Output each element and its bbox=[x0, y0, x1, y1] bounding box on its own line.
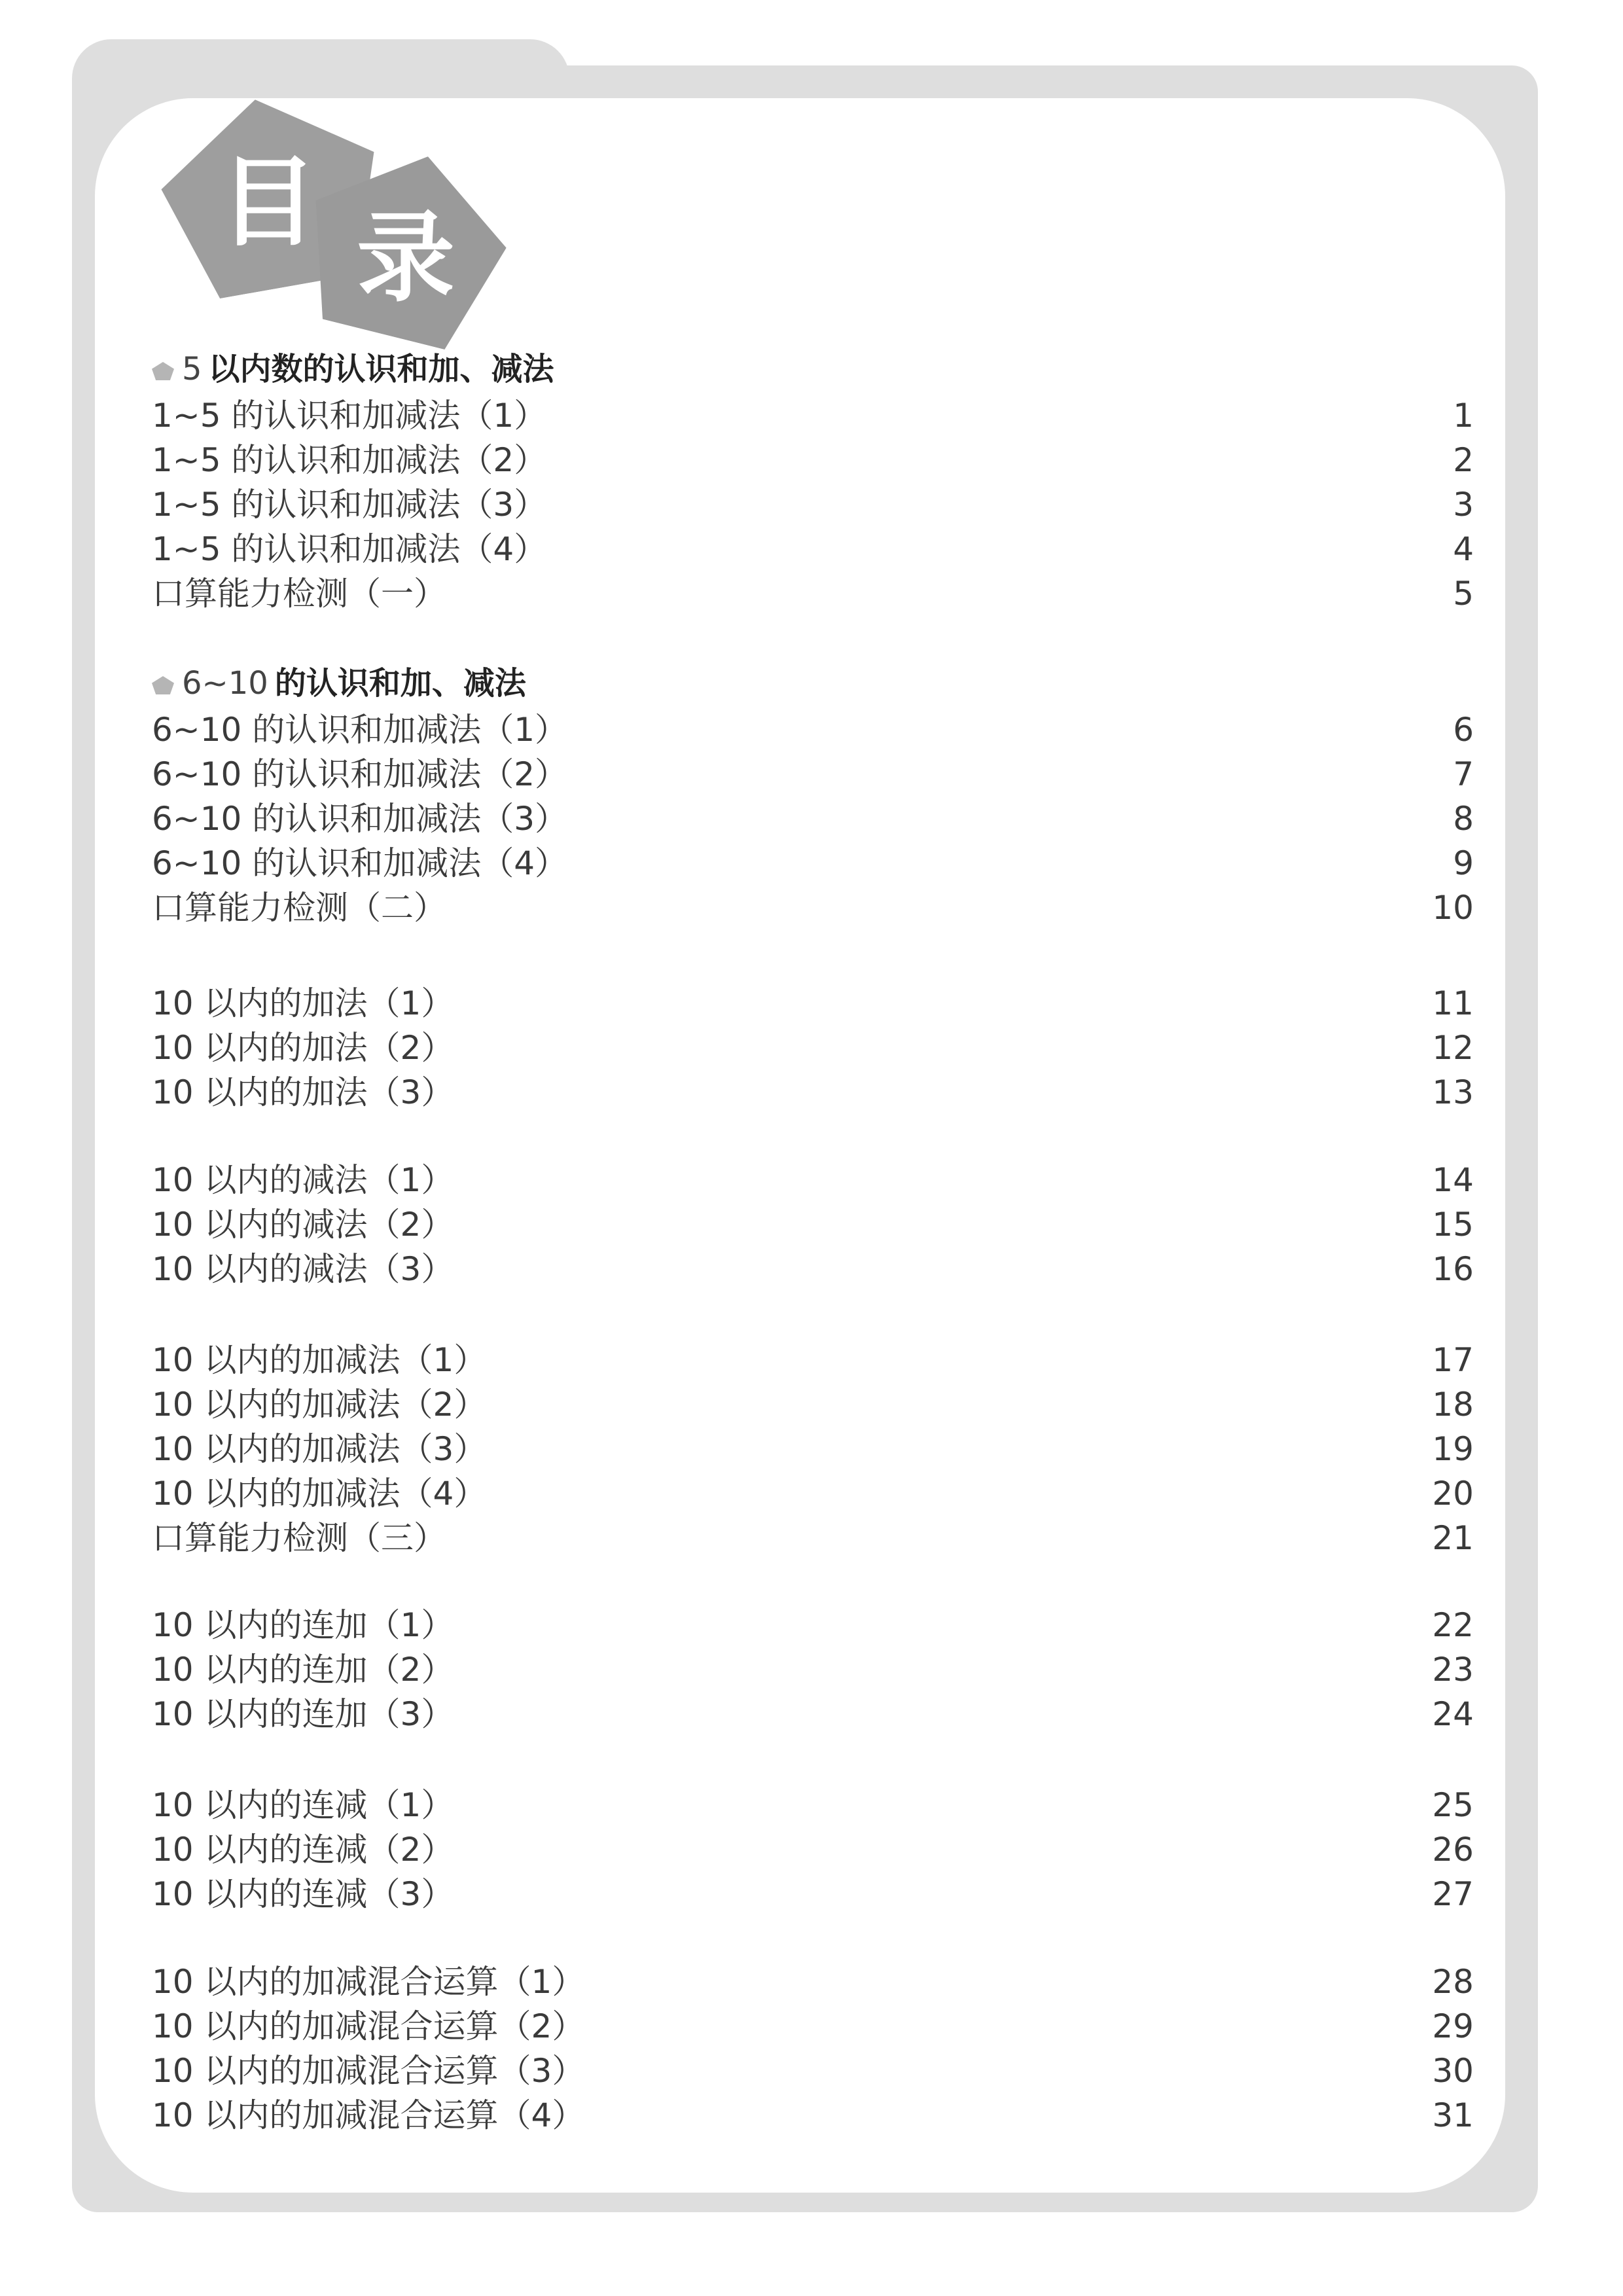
toc-leader-dots bbox=[469, 1203, 1420, 1246]
toc-entry[interactable] bbox=[152, 982, 1474, 1025]
section-heading-text: 以内数的认识和加、减法 bbox=[208, 351, 554, 387]
toc-page-number: 25 bbox=[1432, 1786, 1474, 1824]
toc-page-number: 20 bbox=[1432, 1475, 1474, 1513]
toc-entry-label: 10 以内的连加（1） bbox=[152, 1606, 454, 1644]
toc-entry-label: 10 以内的加减混合运算（4） bbox=[152, 2096, 585, 2134]
toc-entry[interactable] bbox=[152, 1383, 1474, 1426]
toc-page-number: 8 bbox=[1453, 800, 1474, 838]
toc-entry-label: 6~10 的认识和加减法（4） bbox=[152, 844, 568, 882]
toc-entry[interactable] bbox=[152, 1026, 1474, 1069]
toc-page-number: 15 bbox=[1432, 1206, 1474, 1244]
toc-page-number: 13 bbox=[1432, 1073, 1474, 1111]
toc-leader-dots bbox=[562, 483, 1423, 526]
toc-entry[interactable] bbox=[152, 1427, 1474, 1471]
toc-entry-label: 口算能力检测（一） bbox=[152, 575, 446, 613]
toc-page-number: 2 bbox=[1453, 441, 1474, 479]
toc-entry[interactable] bbox=[152, 1472, 1474, 1515]
toc-entry-label: 10 以内的加法（2） bbox=[152, 1029, 454, 1067]
toc-leader-dots bbox=[462, 1516, 1420, 1560]
toc-entry-label: 1~5 的认识和加减法（4） bbox=[152, 530, 547, 568]
toc-entry-label: 10 以内的连减（2） bbox=[152, 1831, 454, 1869]
toc-entry-label: 10 以内的减法（3） bbox=[152, 1250, 454, 1288]
toc-entry-label: 口算能力检测（二） bbox=[152, 889, 446, 927]
section-bullet-icon bbox=[152, 362, 174, 380]
toc-entry[interactable] bbox=[152, 2005, 1474, 2048]
toc-entry-label: 10 以内的加法（1） bbox=[152, 984, 454, 1022]
toc-entry[interactable] bbox=[152, 1247, 1474, 1291]
toc-page-number: 18 bbox=[1432, 1386, 1474, 1424]
toc-entry-label: 10 以内的连加（2） bbox=[152, 1651, 454, 1689]
toc-page-number: 11 bbox=[1432, 984, 1474, 1022]
toc-leader-dots bbox=[469, 1604, 1420, 1647]
toc-entry[interactable] bbox=[152, 528, 1474, 571]
toc-entry-label: 10 以内的加减法（4） bbox=[152, 1475, 487, 1513]
toc-leader-dots bbox=[583, 708, 1423, 751]
toc-entry-label: 10 以内的减法（1） bbox=[152, 1161, 454, 1199]
toc-leader-dots bbox=[502, 1383, 1420, 1426]
toc-leader-dots bbox=[583, 797, 1423, 840]
section-heading-number: 6~10 bbox=[182, 665, 268, 702]
toc-entry[interactable] bbox=[152, 1158, 1474, 1202]
toc-entry-label: 1~5 的认识和加减法（1） bbox=[152, 397, 547, 435]
toc-entry[interactable] bbox=[152, 1648, 1474, 1691]
toc-entry[interactable] bbox=[152, 1960, 1474, 2003]
toc-leader-dots bbox=[600, 2094, 1420, 2137]
toc-leader-dots bbox=[469, 1784, 1420, 1827]
toc-leader-dots bbox=[562, 394, 1423, 437]
toc-leader-dots bbox=[469, 1828, 1420, 1871]
toc-leader-dots bbox=[583, 753, 1423, 796]
toc-entry-label: 6~10 的认识和加减法（1） bbox=[152, 711, 568, 749]
section-heading bbox=[152, 664, 526, 703]
toc-entry[interactable] bbox=[152, 1693, 1474, 1736]
toc-entry[interactable] bbox=[152, 708, 1474, 751]
toc-leader-dots bbox=[600, 1960, 1420, 2003]
toc-entry[interactable] bbox=[152, 797, 1474, 840]
toc-page-number: 27 bbox=[1432, 1875, 1474, 1913]
toc-entry[interactable] bbox=[152, 1071, 1474, 1114]
toc-entry[interactable] bbox=[152, 1828, 1474, 1871]
toc-page-number: 30 bbox=[1432, 2052, 1474, 2090]
toc-leader-dots bbox=[600, 2005, 1420, 2048]
toc-entry[interactable] bbox=[152, 2049, 1474, 2092]
toc-page-number: 24 bbox=[1432, 1695, 1474, 1733]
toc-entry[interactable] bbox=[152, 394, 1474, 437]
toc-entry[interactable] bbox=[152, 1604, 1474, 1647]
toc-entry[interactable] bbox=[152, 2094, 1474, 2137]
toc-leader-dots bbox=[502, 1427, 1420, 1471]
toc-entry[interactable] bbox=[152, 483, 1474, 526]
section-heading-number: 5 bbox=[182, 351, 202, 387]
toc-page-number: 7 bbox=[1453, 755, 1474, 793]
toc-leader-dots bbox=[562, 528, 1423, 571]
toc-leader-dots bbox=[502, 1472, 1420, 1515]
toc-entry[interactable] bbox=[152, 886, 1474, 929]
toc-page-number: 28 bbox=[1432, 1963, 1474, 2001]
toc-entry[interactable] bbox=[152, 1516, 1474, 1560]
toc-entry-label: 10 以内的加减混合运算（3） bbox=[152, 2052, 585, 2090]
toc-entry-label: 10 以内的连减（3） bbox=[152, 1875, 454, 1913]
toc-page-number: 21 bbox=[1432, 1519, 1474, 1557]
section-bullet-icon bbox=[152, 676, 174, 694]
toc-page-number: 17 bbox=[1432, 1341, 1474, 1379]
toc-leader-dots bbox=[462, 572, 1423, 615]
toc-leader-dots bbox=[469, 1158, 1420, 1202]
toc-entry-label: 10 以内的加减混合运算（2） bbox=[152, 2007, 585, 2045]
toc-entry-label: 1~5 的认识和加减法（2） bbox=[152, 441, 547, 479]
toc-entry-label: 10 以内的连加（3） bbox=[152, 1695, 454, 1733]
toc-page-number: 29 bbox=[1432, 2007, 1474, 2045]
page-title-char-1: 目 bbox=[219, 146, 318, 260]
toc-leader-dots bbox=[469, 1873, 1420, 1916]
toc-page-number: 3 bbox=[1453, 486, 1474, 524]
section-heading-text: 的认识和加、减法 bbox=[274, 665, 526, 702]
toc-page-number: 1 bbox=[1453, 397, 1474, 435]
toc-entry-label: 10 以内的减法（2） bbox=[152, 1206, 454, 1244]
toc-leader-dots bbox=[469, 1071, 1420, 1114]
toc-page-number: 12 bbox=[1432, 1029, 1474, 1067]
toc-leader-dots bbox=[469, 1026, 1420, 1069]
page-title-char-2: 录 bbox=[357, 202, 455, 315]
toc-page-number: 22 bbox=[1432, 1606, 1474, 1644]
toc-leader-dots bbox=[600, 2049, 1420, 2092]
toc-entry-label: 6~10 的认识和加减法（2） bbox=[152, 755, 568, 793]
toc-entry[interactable] bbox=[152, 572, 1474, 615]
toc-page-number: 4 bbox=[1453, 530, 1474, 568]
toc-page-number: 14 bbox=[1432, 1161, 1474, 1199]
toc-leader-dots bbox=[469, 982, 1420, 1025]
toc-entry-label: 10 以内的加减混合运算（1） bbox=[152, 1963, 585, 2001]
section-heading bbox=[152, 350, 554, 389]
toc-entry-label: 1~5 的认识和加减法（3） bbox=[152, 486, 547, 524]
toc-entry[interactable] bbox=[152, 842, 1474, 885]
toc-leader-dots bbox=[462, 886, 1420, 929]
toc-page-number: 5 bbox=[1453, 575, 1474, 613]
toc-entry[interactable] bbox=[152, 1203, 1474, 1246]
toc-entry[interactable] bbox=[152, 1338, 1474, 1382]
toc-entry[interactable] bbox=[152, 753, 1474, 796]
toc-entry[interactable] bbox=[152, 1784, 1474, 1827]
toc-entry-label: 10 以内的连减（1） bbox=[152, 1786, 454, 1824]
toc-leader-dots bbox=[469, 1648, 1420, 1691]
toc-leader-dots bbox=[583, 842, 1423, 885]
toc-page-number: 23 bbox=[1432, 1651, 1474, 1689]
toc-entry-label: 10 以内的加法（3） bbox=[152, 1073, 454, 1111]
toc-entry[interactable] bbox=[152, 439, 1474, 482]
toc-page-number: 9 bbox=[1453, 844, 1474, 882]
toc-entry-label: 10 以内的加减法（1） bbox=[152, 1341, 487, 1379]
toc-entry-label: 6~10 的认识和加减法（3） bbox=[152, 800, 568, 838]
toc-entry[interactable] bbox=[152, 1873, 1474, 1916]
toc-page-number: 31 bbox=[1432, 2096, 1474, 2134]
toc-leader-dots bbox=[562, 439, 1423, 482]
toc-entry-label: 10 以内的加减法（2） bbox=[152, 1386, 487, 1424]
toc-page-number: 10 bbox=[1432, 889, 1474, 927]
toc-entry-label: 口算能力检测（三） bbox=[152, 1519, 446, 1557]
toc-leader-dots bbox=[469, 1247, 1420, 1291]
toc-page-number: 16 bbox=[1432, 1250, 1474, 1288]
toc-page-number: 19 bbox=[1432, 1430, 1474, 1468]
toc-entry-label: 10 以内的加减法（3） bbox=[152, 1430, 487, 1468]
toc-leader-dots bbox=[469, 1693, 1420, 1736]
toc-page-number: 26 bbox=[1432, 1831, 1474, 1869]
toc-leader-dots bbox=[502, 1338, 1420, 1382]
toc-page-number: 6 bbox=[1453, 711, 1474, 749]
